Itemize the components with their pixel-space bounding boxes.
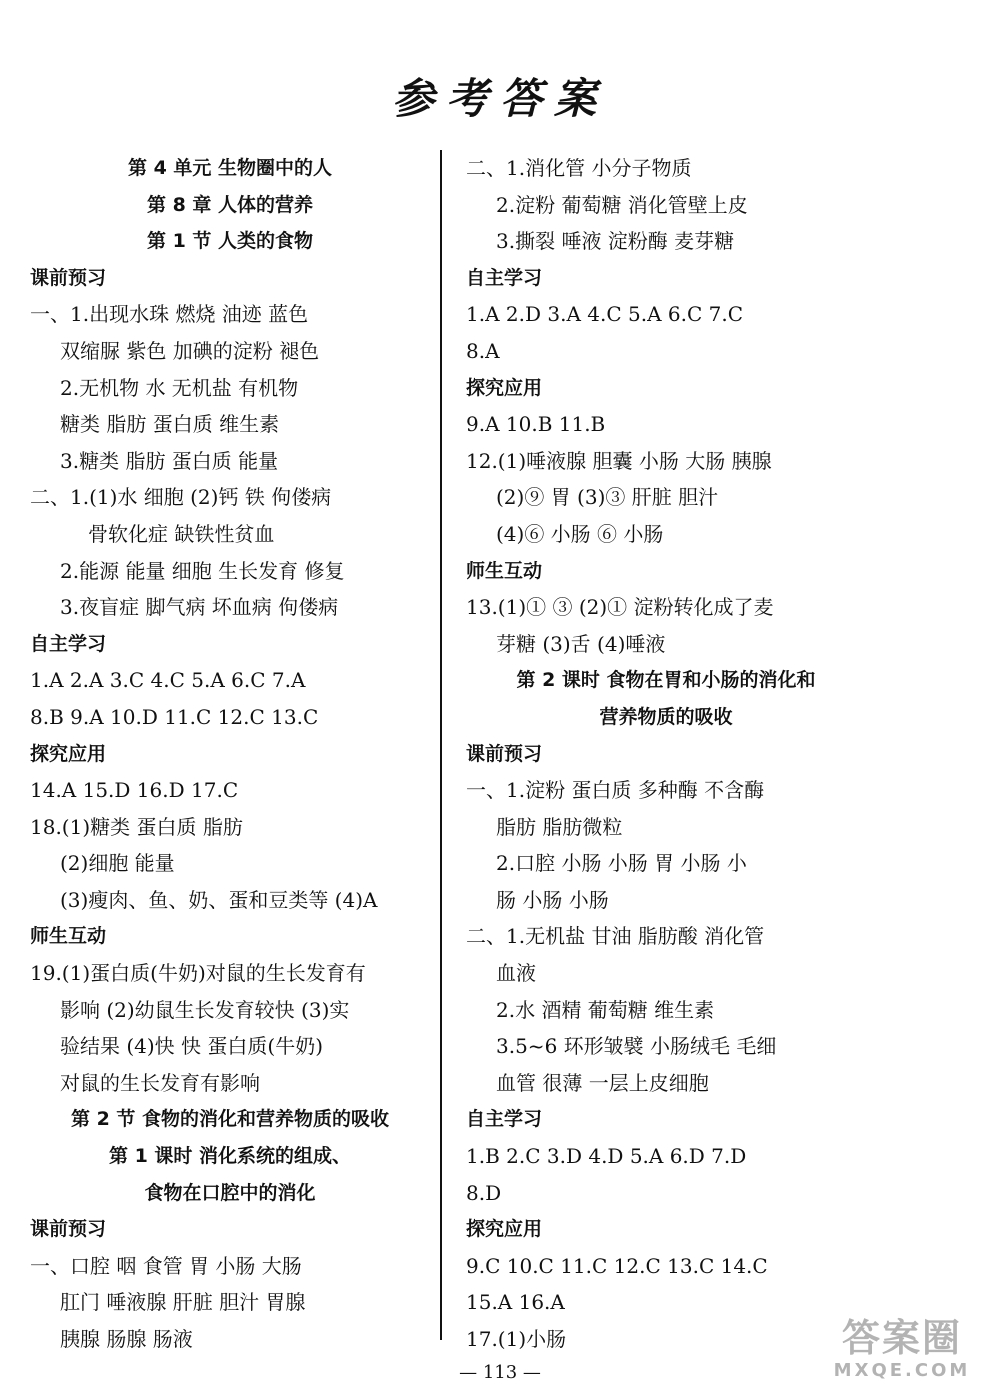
watermark-text: 答案圈 bbox=[841, 1316, 962, 1360]
subsection-label: 师生互动 bbox=[466, 559, 543, 582]
answer-line: 1.A 2.D 3.A 4.C 5.A 6.C 7.C bbox=[466, 302, 743, 327]
answer-line: 肛门 唾液腺 肝脏 胆汁 胃腺 bbox=[60, 1290, 306, 1315]
section-heading: 食物在口腔中的消化 bbox=[144, 1181, 316, 1204]
subsection-label: 课前预习 bbox=[30, 1218, 107, 1241]
section-heading: 第 1 课时 消化系统的组成、 bbox=[108, 1145, 352, 1168]
answer-line: 肠 小肠 小肠 bbox=[496, 887, 609, 912]
section-heading: 第 4 单元 生物圈中的人 bbox=[127, 157, 333, 179]
answer-line: 二、1.消化管 小分子物质 bbox=[466, 156, 692, 180]
watermark-url: MXQE.COM bbox=[833, 1360, 971, 1381]
answer-line: 芽糖 (3)舌 (4)唾液 bbox=[496, 631, 666, 656]
answer-line: 2.淀粉 葡萄糖 消化管壁上皮 bbox=[496, 192, 748, 217]
answer-line: 糖类 脂肪 蛋白质 维生素 bbox=[60, 412, 280, 437]
answer-line: 二、1.无机盐 甘油 脂肪酸 消化管 bbox=[466, 924, 765, 949]
answer-line: 14.A 15.D 16.D 17.C bbox=[30, 778, 239, 803]
answer-line: 15.A 16.A bbox=[466, 1290, 565, 1315]
section-heading: 营养物质的吸收 bbox=[599, 705, 733, 728]
answer-line: 3.夜盲症 脚气病 坏血病 佝偻病 bbox=[60, 595, 339, 620]
answer-line: (3)瘦肉、鱼、奶、蛋和豆类等 (4)A bbox=[60, 887, 378, 912]
answer-line: 18.(1)糖类 蛋白质 脂肪 bbox=[30, 814, 243, 839]
subsection-label: 自主学习 bbox=[30, 632, 107, 655]
subsection-label: 课前预习 bbox=[30, 266, 107, 289]
answer-line: 对鼠的生长发育有影响 bbox=[60, 1070, 260, 1095]
answer-line: 胰腺 肠腺 肠液 bbox=[60, 1327, 193, 1351]
answer-line: 影响 (2)幼鼠生长发育较快 (3)实 bbox=[60, 997, 350, 1022]
answer-line: (2)细胞 能量 bbox=[60, 851, 175, 876]
answer-line: 17.(1)小肠 bbox=[466, 1327, 567, 1351]
answer-line: 2.能源 能量 细胞 生长发育 修复 bbox=[60, 558, 345, 583]
answer-line: 骨软化症 缺铁性贫血 bbox=[88, 521, 275, 546]
answer-line: 1.B 2.C 3.D 4.D 5.A 6.D 7.D bbox=[466, 1144, 747, 1169]
answer-line: 12.(1)唾液腺 胆囊 小肠 大肠 胰腺 bbox=[466, 448, 772, 473]
section-heading: 第 2 课时 食物在胃和小肠的消化和 bbox=[516, 669, 816, 692]
answer-line: 2.无机物 水 无机盐 有机物 bbox=[60, 375, 299, 400]
subsection-label: 探究应用 bbox=[466, 1218, 543, 1241]
section-heading: 第 2 节 食物的消化和营养物质的吸收 bbox=[70, 1108, 390, 1131]
left-column bbox=[30, 150, 430, 1358]
subsection-label: 课前预习 bbox=[466, 742, 543, 765]
answer-line: 脂肪 脂肪微粒 bbox=[496, 814, 623, 839]
answer-line: 8.A bbox=[466, 338, 500, 363]
answer-line: (4)⑥ 小肠 ⑥ 小肠 bbox=[496, 521, 664, 546]
answer-line: 1.A 2.A 3.C 4.C 5.A 6.C 7.A bbox=[30, 668, 306, 693]
answer-line: 二、1.(1)水 细胞 (2)钙 铁 佝偻病 bbox=[30, 485, 332, 510]
section-heading: 第 8 章 人体的营养 bbox=[146, 193, 314, 216]
answer-line: 血管 很薄 一层上皮细胞 bbox=[496, 1070, 709, 1095]
answer-line: 一、1.出现水珠 燃烧 油迹 蓝色 bbox=[30, 302, 309, 327]
answer-line: 2.口腔 小肠 小肠 胃 小肠 小 bbox=[496, 851, 747, 876]
subsection-label: 探究应用 bbox=[466, 376, 543, 399]
answer-line: 3.撕裂 唾液 淀粉酶 麦芽糖 bbox=[496, 229, 735, 254]
answer-line: 验结果 (4)快 快 蛋白质(牛奶) bbox=[60, 1034, 324, 1059]
right-column bbox=[466, 150, 866, 1358]
page-title: 参考答案 bbox=[391, 74, 608, 123]
column-divider bbox=[440, 150, 442, 1340]
section-heading: 第 1 节 人类的食物 bbox=[146, 230, 314, 253]
answer-line: 19.(1)蛋白质(牛奶)对鼠的生长发育有 bbox=[30, 961, 366, 986]
answer-line: 2.水 酒精 葡萄糖 维生素 bbox=[496, 997, 715, 1022]
subsection-label: 师生互动 bbox=[30, 925, 107, 948]
answer-line: 双缩脲 紫色 加碘的淀粉 褪色 bbox=[60, 338, 320, 363]
answer-line: 一、1.淀粉 蛋白质 多种酶 不含酶 bbox=[466, 778, 765, 803]
answer-line: 8.B 9.A 10.D 11.C 12.C 13.C bbox=[30, 704, 319, 729]
answer-line: 9.A 10.B 11.B bbox=[466, 412, 606, 437]
answer-line: 血液 bbox=[496, 961, 536, 986]
subsection-label: 自主学习 bbox=[466, 1108, 543, 1131]
subsection-label: 自主学习 bbox=[466, 266, 543, 289]
answer-line: 3.5~6 环形皱襞 小肠绒毛 毛细 bbox=[496, 1034, 777, 1059]
answer-line: 13.(1)① ③ (2)① 淀粉转化成了麦 bbox=[466, 595, 774, 620]
subsection-label: 探究应用 bbox=[30, 742, 107, 765]
answer-line: (2)⑨ 胃 (3)③ 肝脏 胆汁 bbox=[496, 485, 719, 510]
answer-line: 8.D bbox=[466, 1180, 502, 1205]
answer-line: 一、口腔 咽 食管 胃 小肠 大肠 bbox=[30, 1253, 302, 1278]
answer-line: 3.糖类 脂肪 蛋白质 能量 bbox=[60, 448, 279, 473]
answer-line: 9.C 10.C 11.C 12.C 13.C 14.C bbox=[466, 1253, 768, 1278]
page-number: — 113 — bbox=[459, 1362, 541, 1383]
watermark-logo bbox=[822, 1316, 982, 1386]
